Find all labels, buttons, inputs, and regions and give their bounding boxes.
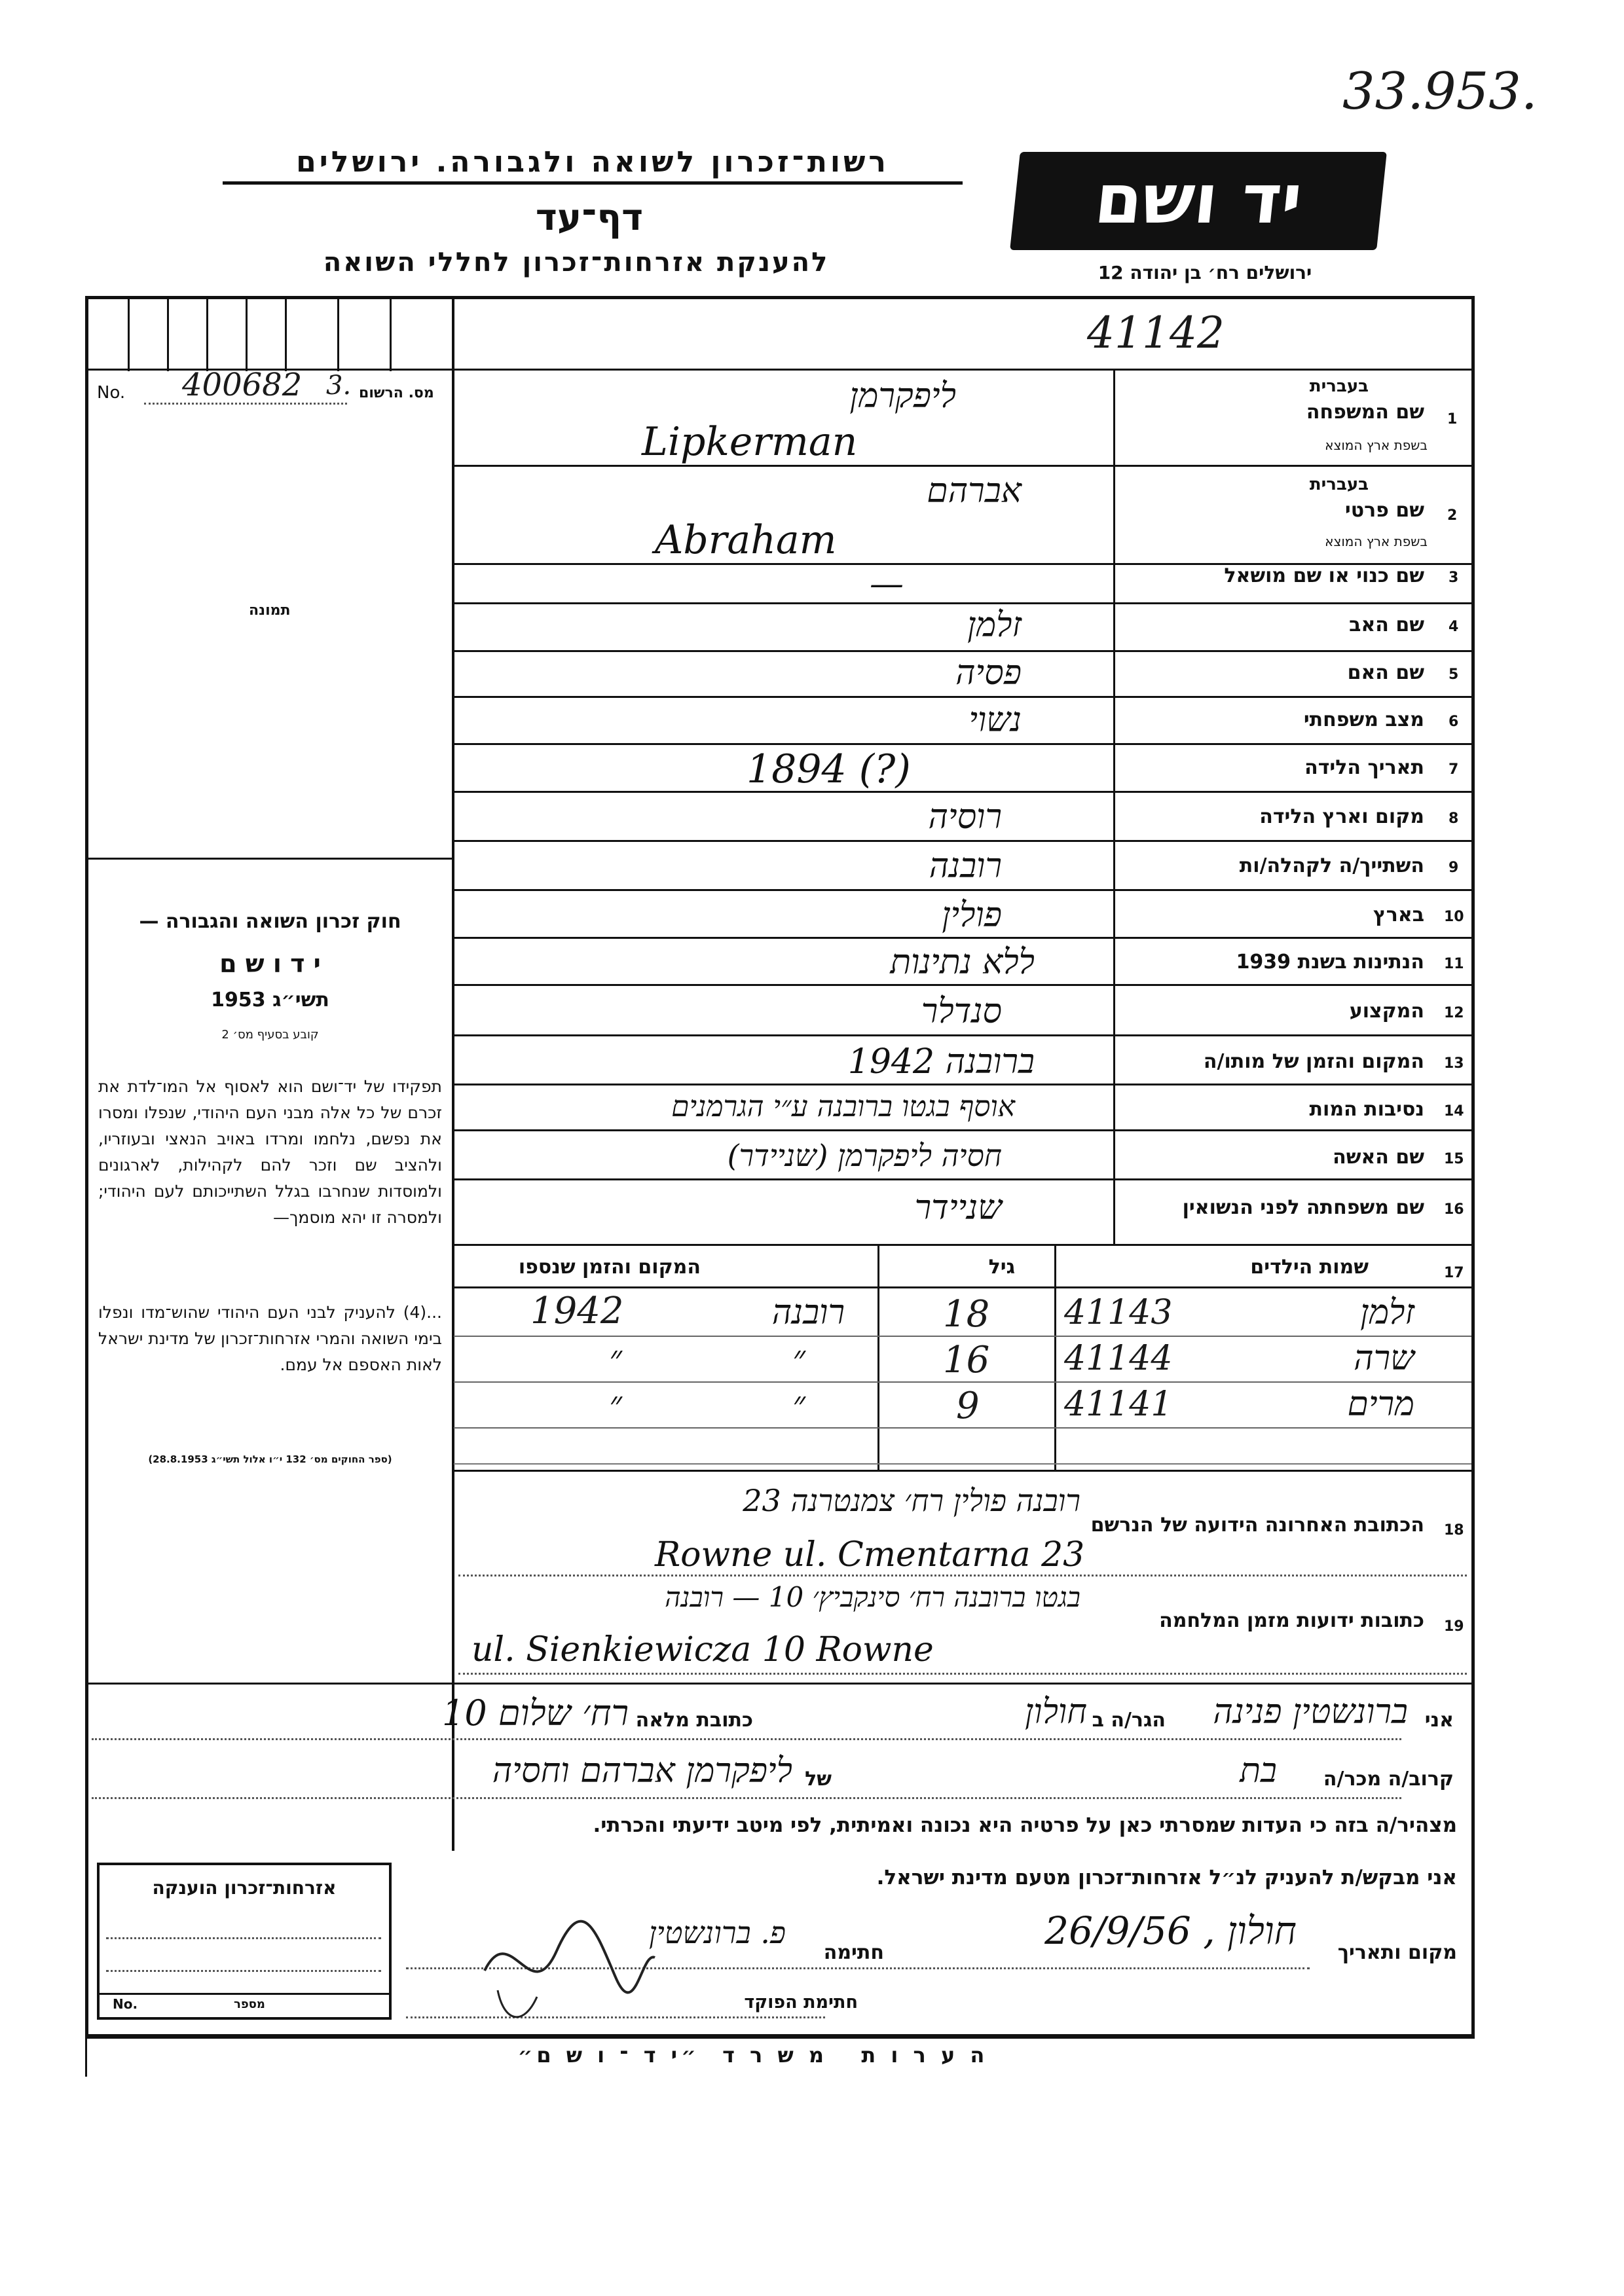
field-6-number: 6 [1449, 714, 1459, 730]
field-19-number: 19 [1444, 1618, 1464, 1635]
law-title: חוק זכרון השואה והגבורה — [139, 910, 401, 933]
field-3-label: שם כנוי או שם מושאל [1224, 564, 1424, 587]
field-1-sub-hebrew: בעברית [1309, 376, 1369, 396]
field-18-label: הכתובת האחרונה הידועה של הנרשם [1090, 1514, 1424, 1537]
declaration-relation: בת [1240, 1751, 1277, 1791]
declaration-request: אני מבקש/ת להעניק לנ״ל אזרחות־זכרון מטעם מדינת ישראל. [876, 1866, 1457, 1889]
field-2-sub-hebrew: בעברית [1309, 475, 1369, 494]
law-text-1: תפקידו של יד־ושם הוא לאסוף אל המו־לדת את זכרם של כל אלה מבני העם היהודי, שנפלו ומסרו את נפשם, נלחמו ומרדו באויב הנאצי ובעוזריו, ולהציב שם וזכר להם לקהילות, לארגונים ולמוסדות שנחרבו בגלל השתייכותם לעם היהודי; ולמסרה זו יהא מוסמך— [98, 1077, 442, 1227]
field-10-answer: פולין [942, 896, 1002, 935]
photo-label: תמונה [249, 602, 291, 619]
field-18-number: 18 [1444, 1522, 1464, 1539]
child-3-place: ״ [792, 1385, 805, 1424]
office-boxes [88, 299, 455, 371]
left-column-divider [452, 299, 454, 1851]
declaration-resides-label: הגר/ה ב [1092, 1709, 1166, 1732]
field-2-label: שם פרטי [1344, 499, 1424, 522]
field-9-label: השתייך/ה לקהלה/ות [1239, 854, 1424, 877]
field-14-number: 14 [1444, 1103, 1464, 1120]
children-header-age: גיל [988, 1256, 1015, 1279]
citizenship-no-label: No. [113, 1996, 138, 2012]
field-2-number: 2 [1447, 507, 1458, 524]
citizenship-number-label: מספר [234, 1997, 265, 2011]
declaration-of-label: של [805, 1768, 832, 1791]
yad-vashem-logo [1010, 152, 1387, 250]
law-year: תשי״ג 1953 [211, 989, 329, 1011]
law-reference: (ספר החוקים מס׳ 132 י״ו אלול תשי״ג 28.8.1953) [148, 1453, 392, 1465]
field-15-label: שם האשה [1333, 1146, 1424, 1169]
field-2-sub-native: בשפת ארץ המוצא [1325, 534, 1428, 549]
child-1-age: 18 [943, 1293, 990, 1336]
children-header-names: שמות הילדים [1250, 1256, 1369, 1279]
child-2-name: שרה [1354, 1339, 1414, 1378]
field-1-answer: ליפקרמן [849, 376, 956, 416]
declaration-place-date-label: מקום ותאריך [1337, 1941, 1457, 1964]
field-10-label: בארץ [1373, 903, 1424, 926]
field-15-answer: חסיה ליפקרמן (שניידר) [727, 1138, 1002, 1173]
field-3-answer: — [870, 564, 904, 604]
field-5-label: שם האם [1347, 661, 1424, 684]
field-1-label: שם המשפחה [1306, 401, 1424, 424]
declaration-relation-label: קרוב/ה מכר/ה [1323, 1768, 1454, 1791]
header-address: ירושלים רח׳ בן יהודה 12 [1098, 262, 1312, 283]
field-8-label: מקום וארץ הלידה [1259, 805, 1424, 828]
field-14-answer: אוסף בגטו ברובנה ע״י הגרמנים [671, 1090, 1015, 1123]
field-7-answer: 1894 (?) [747, 746, 911, 792]
field-15-number: 15 [1444, 1151, 1464, 1167]
photo-bottom [88, 858, 452, 860]
field-14-label: נסיבות המות [1309, 1098, 1424, 1121]
declarant-name: ברונשטין פנינה [1213, 1692, 1408, 1732]
field-4-number: 4 [1449, 619, 1459, 635]
child-2-year: ״ [609, 1339, 622, 1378]
field-12-label: המקצוע [1349, 1000, 1424, 1023]
field-6-answer: נשוי [969, 701, 1022, 740]
field-13-answer: ברובנה 1942 [847, 1042, 1035, 1082]
child-1-name: זלמן [1360, 1293, 1414, 1332]
declaration-place-date: חולון , 26/9/56 [1044, 1908, 1297, 1953]
child-1-year: 1942 [530, 1290, 624, 1332]
field-11-label: הנתינות בשנת 1939 [1236, 951, 1424, 974]
field-3-number: 3 [1449, 570, 1459, 586]
stamp-number: 33.953. [1342, 62, 1538, 121]
child-3-age: 9 [956, 1385, 980, 1427]
signature-scribble [458, 1892, 668, 2036]
declaration-resides: חולון [1025, 1692, 1087, 1732]
header-authority: רשות־זכרון לשואה ולגבורה. ירושלים [223, 145, 963, 185]
declaration-statement: מצהיר/ה בזה כי העדות שמסרתי כאן על פרטיה היא נכונה ואמיתית, לפי מיטב ידיעתי והכרתי. [593, 1813, 1457, 1837]
law-clause: קובע בסעיף מס׳ 2 [221, 1028, 319, 1042]
law-name: י ד ו ש ם [219, 949, 321, 978]
field-13-label: המקום והזמן של מותו/ה [1203, 1050, 1424, 1073]
field-12-number: 12 [1444, 1005, 1464, 1021]
field-4-answer: זלמן [967, 606, 1022, 645]
registry-number-row [97, 367, 451, 406]
office-notes-rule [85, 2035, 1475, 2039]
declaration-signature-label: חתימה [823, 1941, 884, 1964]
field-1-number: 1 [1447, 411, 1458, 428]
declarant-signature: פ. ברונשטין [649, 1915, 786, 1950]
field-6-label: מצב משפחתי [1303, 708, 1424, 731]
field-2-answer: אברהם [927, 471, 1022, 511]
field-5-number: 5 [1449, 666, 1459, 683]
declaration-address-label: כתובת מלאה [635, 1709, 753, 1732]
registry-suffix: 3. [326, 371, 352, 401]
field-2-answer-latin: Abraham [655, 517, 837, 563]
child-3-code: 41141 [1064, 1385, 1173, 1424]
field-9-number: 9 [1449, 860, 1459, 876]
citizenship-title: אזרחות־זכרון הוענקה [152, 1877, 337, 1899]
children-header-place: המקום והזמן שנספו [518, 1256, 701, 1279]
official-signature-label: חתימת הפוקד [744, 1992, 858, 2013]
child-2-place: ״ [792, 1339, 805, 1378]
field-7-number: 7 [1449, 761, 1459, 778]
field-11-answer: ללא נתינות [890, 943, 1035, 982]
field-16-label: שם משפחתה לפני הנשואין [1182, 1196, 1424, 1219]
declaration-i-label: אני [1424, 1709, 1454, 1732]
child-3-year: ״ [609, 1385, 622, 1424]
field-7-label: תאריך הלידה [1304, 756, 1424, 779]
field-12-answer: סנדלר [921, 992, 1002, 1031]
field-18-answer-latin: Rowne ul. Cmentarna 23 [655, 1535, 1085, 1575]
top-code: 41142 [1087, 308, 1225, 358]
child-2-age: 16 [943, 1339, 990, 1381]
header-subtitle: להענקת אזרחות־זכרון לחללי השואה [323, 247, 830, 278]
label-column-divider [1113, 369, 1115, 1246]
registry-value: 400682 [182, 367, 303, 403]
field-16-number: 16 [1444, 1201, 1464, 1218]
field-19-answer: בגטו ברובנה רח׳ סינקביץ׳ 10 — רובנה [665, 1581, 1080, 1613]
child-1-place: רובנה [771, 1293, 845, 1332]
declaration-of: ליפקרמן אברהם וחסיה [492, 1751, 792, 1791]
field-17-number: 17 [1444, 1265, 1464, 1281]
child-1-code: 41143 [1064, 1293, 1173, 1332]
law-text-2: ...(4) להעניק לבני העם היהודי שהוש־מדו ונפלו בימי השואה והמרי אזרחות־זכרון של מדינת ישראל לאות האספם אל עמם. [98, 1303, 442, 1374]
child-3-name: מרים [1347, 1385, 1414, 1424]
field-19-label: כתובות ידועות מזמן המלחמה [1159, 1609, 1424, 1632]
child-2-code: 41144 [1064, 1339, 1173, 1378]
field-8-number: 8 [1449, 811, 1459, 827]
field-11-number: 11 [1444, 956, 1464, 972]
field-10-number: 10 [1444, 909, 1464, 925]
field-13-number: 13 [1444, 1055, 1464, 1072]
citizenship-box [97, 1863, 392, 2020]
field-1-sub-native: בשפת ארץ המוצא [1325, 437, 1428, 453]
field-1-answer-latin: Lipkerman [642, 419, 858, 465]
field-4-label: שם האב [1349, 613, 1424, 636]
office-notes-title: ה ע ר ו ת מ ש ר ד ״י ד ־ ו ש ם״ [517, 2043, 989, 2068]
declaration-address: רח׳ שלום 10 [441, 1692, 629, 1734]
field-18-answer: רובנה פולין רח׳ צמנטרנה 23 [743, 1483, 1080, 1518]
registry-prefix: No. [97, 383, 126, 403]
registry-label: מס. הרשום [359, 385, 434, 401]
field-16-answer: שניידר [914, 1188, 1002, 1228]
field-19-answer-latin: ul. Sienkiewicza 10 Rowne [471, 1630, 934, 1669]
logo-text: יד ושם [1091, 159, 1306, 239]
notes-left-border [85, 2037, 87, 2077]
field-9-answer: רובנה [929, 847, 1002, 886]
field-5-answer: פסיה [955, 653, 1022, 693]
field-8-answer: רוסיה [928, 797, 1002, 837]
header-title: דף־עד [535, 196, 644, 239]
